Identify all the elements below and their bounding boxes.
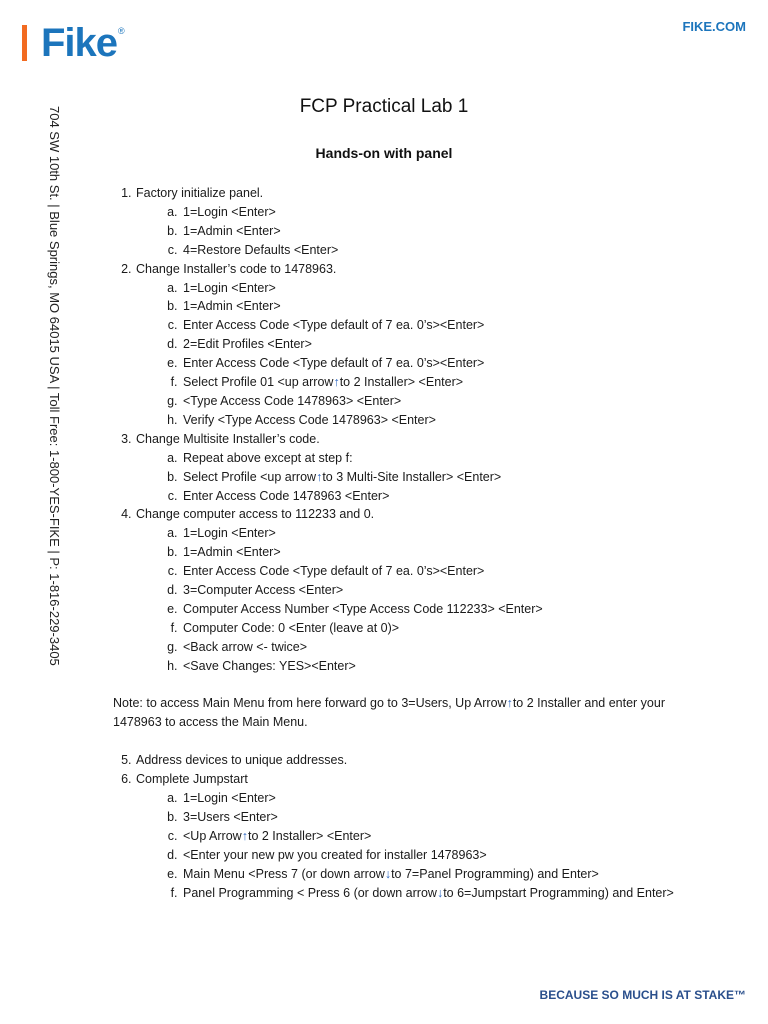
- text-fragment: 2=Edit Profiles <Enter>: [183, 337, 312, 352]
- logo-wordmark: Fike: [41, 21, 118, 65]
- website-link[interactable]: FIKE.COM: [682, 19, 746, 34]
- up-arrow-icon: ↑: [241, 828, 248, 843]
- text-fragment: <Save Changes: YES><Enter>: [183, 658, 356, 673]
- text-fragment: to 2 Installer> <Enter>: [339, 375, 464, 390]
- document-subtitle: Hands-on with panel: [315, 145, 453, 161]
- text-fragment: to 6=Jumpstart Programming) and Enter>: [443, 885, 674, 900]
- substep-item: [181, 411, 693, 430]
- text-fragment: Panel Programming < Press 6 (or down arrow: [183, 885, 437, 900]
- text-fragment: 3=Computer Access <Enter>: [183, 583, 344, 598]
- substep-item: [181, 638, 693, 657]
- substep-item: [181, 600, 693, 619]
- logo-registered-mark: ®: [118, 26, 125, 36]
- text-fragment: Enter Access Code <Type default of 7 ea. 0’s><Enter>: [183, 564, 485, 579]
- text-fragment: 1=Admin <Enter>: [183, 545, 281, 560]
- substep-item: [181, 827, 693, 846]
- text-fragment: Enter Access Code <Type default of 7 ea. 0’s><Enter>: [183, 318, 485, 333]
- substep-item: [181, 524, 693, 543]
- text-fragment: <Up Arrow: [183, 828, 242, 843]
- substep-item: [181, 335, 693, 354]
- up-arrow-icon: ↑: [333, 375, 340, 390]
- step-item: [135, 751, 693, 770]
- text-fragment: Computer Access Number <Type Access Code 112233> <Enter>: [183, 601, 543, 616]
- substep-list: [136, 279, 693, 430]
- text-fragment: Enter Access Code 1478963 <Enter>: [183, 488, 390, 503]
- fike-logo: [22, 22, 125, 64]
- text-fragment: <Back arrow <- twice>: [183, 639, 308, 654]
- text-fragment: 4=Restore Defaults <Enter>: [183, 242, 339, 257]
- substep-list: [136, 203, 693, 260]
- text-fragment: Select Profile 01 <up arrow: [183, 375, 334, 390]
- text-fragment: Note: to access Main Menu from here forward go to 3=Users, Up Arrow: [113, 696, 507, 711]
- step-item: [135, 184, 693, 260]
- step-text: Change Multisite Installer’s code.: [136, 431, 320, 446]
- substep-item: [181, 222, 693, 241]
- step-text: Change Installer’s code to 1478963.: [136, 261, 337, 276]
- text-fragment: 1=Admin <Enter>: [183, 223, 281, 238]
- step-item: [135, 505, 693, 675]
- text-fragment: Computer Code: 0 <Enter (leave at 0)>: [183, 620, 400, 635]
- text-fragment: 1=Login <Enter>: [183, 526, 276, 541]
- document-title: FCP Practical Lab 1: [299, 96, 469, 117]
- substep-item: [181, 203, 693, 222]
- step-list-continued: [113, 751, 693, 902]
- step-text: Address devices to unique addresses.: [136, 753, 348, 768]
- text-fragment: 1=Login <Enter>: [183, 204, 276, 219]
- text-fragment: 1=Login <Enter>: [183, 790, 276, 805]
- text-fragment: Select Profile <up arrow: [183, 469, 317, 484]
- text-fragment: <Enter your new pw you created for installer 1478963>: [183, 847, 487, 862]
- substep-item: [181, 468, 693, 487]
- substep-item: [181, 392, 693, 411]
- up-arrow-icon: ↑: [316, 469, 323, 484]
- substep-item: [181, 354, 693, 373]
- substep-item: [181, 543, 693, 562]
- substep-list: [136, 524, 693, 675]
- substep-list: [136, 789, 693, 902]
- substep-item: [181, 449, 693, 468]
- step-list: [113, 184, 693, 676]
- text-fragment: <Type Access Code 1478963> <Enter>: [183, 393, 402, 408]
- text-fragment: Repeat above except at step f:: [183, 450, 353, 465]
- substep-item: [181, 373, 693, 392]
- substep-item: [181, 487, 693, 506]
- company-address: 704 SW 10th St. | Blue Springs, MO 64015 USA | Toll Free: 1-800-YES-FIKE | P: 1-816-229-3405: [47, 106, 62, 666]
- text-fragment: Enter Access Code <Type default of 7 ea. 0’s><Enter>: [183, 356, 485, 371]
- note-paragraph: [113, 694, 693, 732]
- substep-item: [181, 562, 693, 581]
- substep-item: [181, 865, 693, 884]
- down-arrow-icon: ↓: [436, 885, 444, 900]
- substep-item: [181, 619, 693, 638]
- text-fragment: 3=Users <Enter>: [183, 809, 278, 824]
- text-fragment: to 2 Installer> <Enter>: [247, 828, 372, 843]
- step-item: [135, 770, 693, 902]
- text-fragment: 1=Admin <Enter>: [183, 299, 281, 314]
- substep-item: [181, 581, 693, 600]
- substep-item: [181, 297, 693, 316]
- substep-item: [181, 884, 693, 903]
- text-fragment: to 7=Panel Programming) and Enter>: [391, 866, 599, 881]
- text-fragment: Verify <Type Access Code 1478963> <Enter>: [183, 412, 436, 427]
- text-fragment: 1=Login <Enter>: [183, 280, 276, 295]
- substep-item: [181, 789, 693, 808]
- step-item: [135, 430, 693, 506]
- substep-item: [181, 241, 693, 260]
- substep-item: [181, 808, 693, 827]
- up-arrow-icon: ↑: [506, 696, 513, 711]
- text-fragment: to 2 Installer and enter your 1478963 to access the Main Menu.: [113, 696, 666, 730]
- step-text: Change computer access to 112233 and 0.: [136, 507, 375, 522]
- logo-accent-bar: [22, 25, 27, 61]
- text-fragment: Main Menu <Press 7 (or down arrow: [183, 866, 385, 881]
- step-text: Complete Jumpstart: [136, 772, 248, 787]
- substep-item: [181, 657, 693, 676]
- substep-item: [181, 316, 693, 335]
- footer-tagline: BECAUSE SO MUCH IS AT STAKE™: [539, 988, 746, 1002]
- document-body: [113, 184, 693, 902]
- step-item: [135, 260, 693, 430]
- text-fragment: to 3 Multi-Site Installer> <Enter>: [322, 469, 502, 484]
- substep-item: [181, 279, 693, 298]
- step-text: Factory initialize panel.: [136, 186, 264, 200]
- substep-list: [136, 449, 693, 506]
- substep-item: [181, 846, 693, 865]
- down-arrow-icon: ↓: [384, 866, 392, 881]
